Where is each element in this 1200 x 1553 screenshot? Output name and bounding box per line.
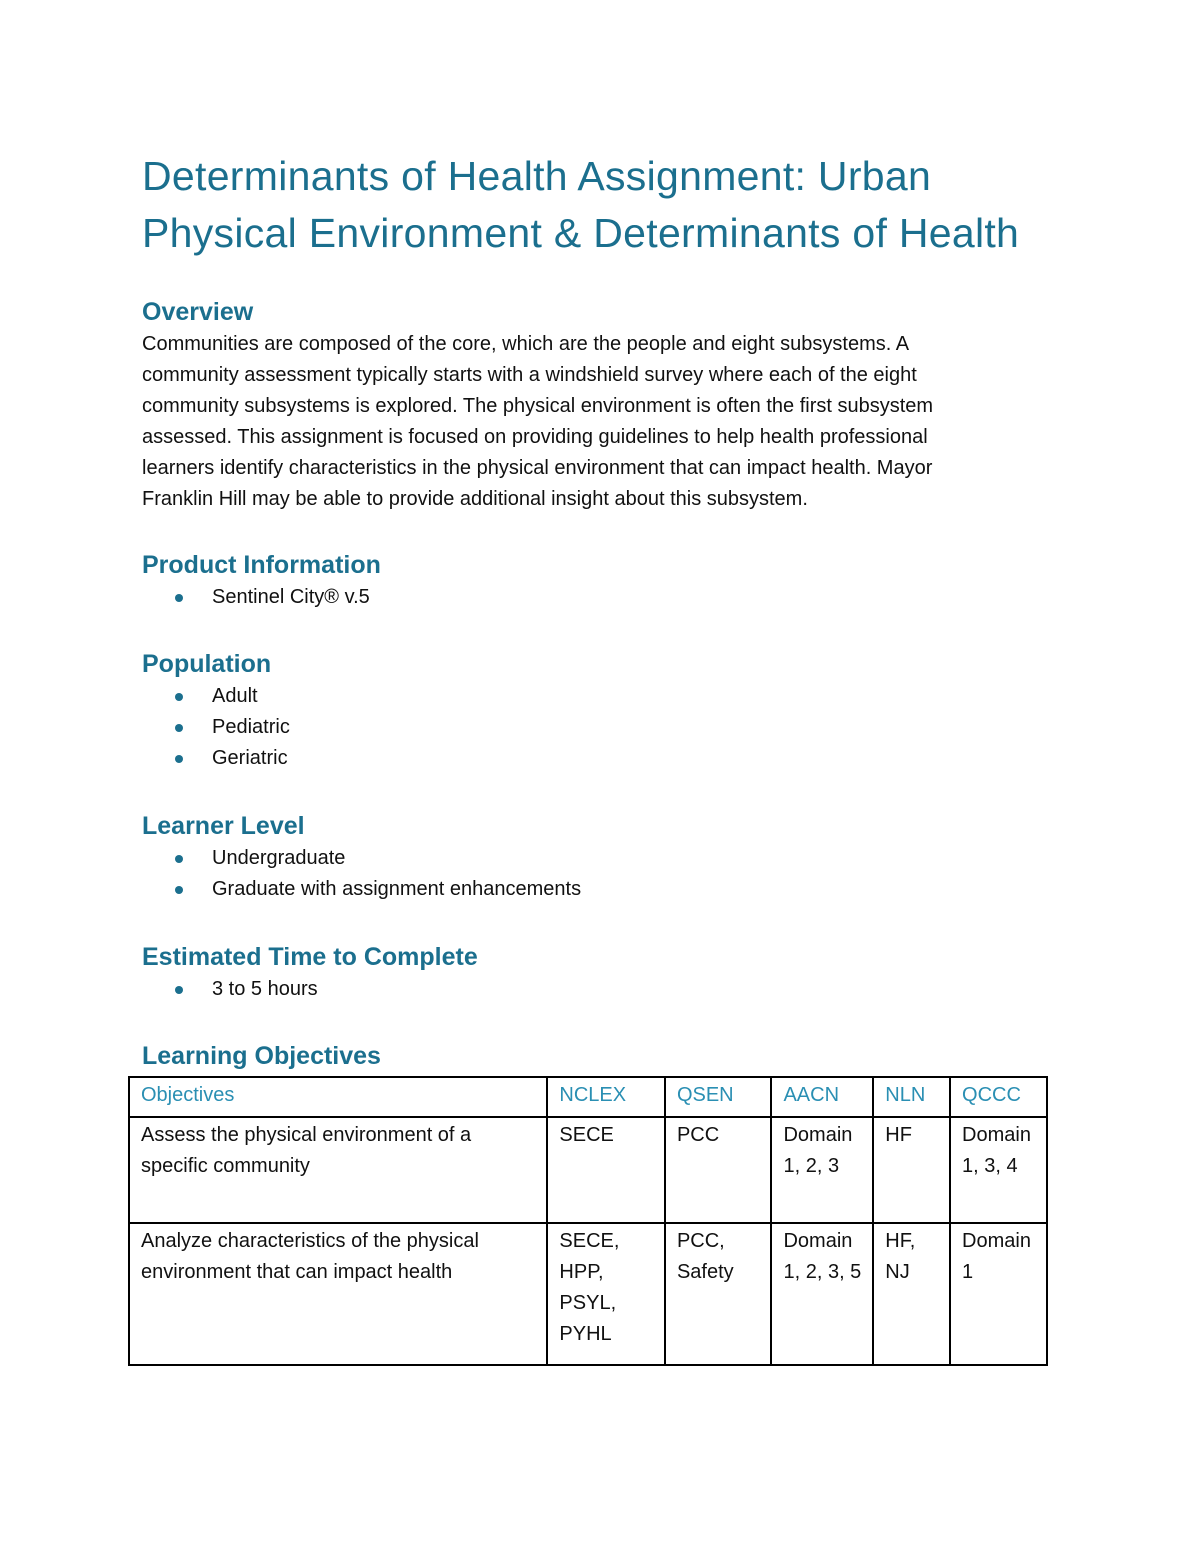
objective-cell: Analyze characteristics of the physical environment that can impact health (129, 1223, 547, 1365)
qccc-cell: Domain 1 (950, 1223, 1047, 1365)
column-header-objectives: Objectives (129, 1077, 547, 1117)
objective-cell: Assess the physical environment of a specific community (129, 1117, 547, 1223)
aacn-cell: Domain 1, 2, 3 (771, 1117, 873, 1223)
product-information-heading: Product Information (142, 551, 381, 579)
title-line-1: Determinants of Health Assignment: Urban (142, 153, 932, 199)
learning-objectives-heading: Learning Objectives (142, 1042, 381, 1070)
overview-line: Franklin Hill may be able to provide additional insight about this subsystem. (142, 488, 808, 510)
nclex-cell: SECE (547, 1117, 665, 1223)
bullet-icon (175, 986, 183, 994)
aacn-cell: Domain 1, 2, 3, 5 (771, 1223, 873, 1365)
overview-heading: Overview (142, 298, 254, 326)
population-item-label: Adult (212, 685, 258, 707)
list-item (142, 743, 1062, 774)
bullet-icon (175, 855, 183, 863)
bullet-icon (175, 755, 183, 763)
population-item-label: Geriatric (212, 747, 288, 769)
bullet-icon (175, 594, 183, 602)
bullet-icon (175, 886, 183, 894)
nclex-cell: SECE, HPP, PSYL, PYHL (547, 1223, 665, 1365)
population-heading: Population (142, 650, 272, 678)
overview-line: learners identify characteristics in the physical environment that can impact health. Mayor (142, 457, 933, 479)
learner-level-list (142, 843, 1062, 905)
population-list (142, 681, 1062, 774)
column-header-qccc: QCCC (950, 1077, 1047, 1117)
column-header-nclex: NCLEX (547, 1077, 665, 1117)
table-row (129, 1117, 1047, 1223)
column-header-nln: NLN (873, 1077, 950, 1117)
overview-paragraph (142, 329, 1062, 515)
table-row (129, 1223, 1047, 1365)
bullet-icon (175, 693, 183, 701)
qccc-cell: Domain 1, 3, 4 (950, 1117, 1047, 1223)
bullet-icon (175, 724, 183, 732)
table-header-row (129, 1077, 1047, 1117)
overview-line: Communities are composed of the core, which are the people and eight subsystems. A (142, 333, 910, 355)
document-title (142, 148, 1062, 262)
product-item-label: Sentinel City® v.5 (212, 586, 370, 608)
column-header-qsen: QSEN (665, 1077, 772, 1117)
overview-line: assessed. This assignment is focused on providing guidelines to help health professional (142, 426, 928, 448)
product-list (142, 582, 1062, 613)
list-item (142, 712, 1062, 743)
estimated-time-list (142, 974, 1062, 1005)
estimated-time-heading: Estimated Time to Complete (142, 943, 478, 971)
list-item (142, 843, 1062, 874)
document-page (142, 148, 1062, 1073)
qsen-cell: PCC, Safety (665, 1223, 772, 1365)
estimated-time-item-label: 3 to 5 hours (212, 978, 318, 1000)
learning-objectives-table (128, 1076, 1048, 1366)
list-item (142, 874, 1062, 905)
nln-cell: HF, NJ (873, 1223, 950, 1365)
learner-level-item-label: Graduate with assignment enhancements (212, 878, 582, 900)
list-item (142, 974, 1062, 1005)
list-item (142, 582, 1062, 613)
learner-level-item-label: Undergraduate (212, 847, 346, 869)
qsen-cell: PCC (665, 1117, 772, 1223)
overview-line: community subsystems is explored. The physical environment is often the first subsystem (142, 395, 934, 417)
learner-level-heading: Learner Level (142, 812, 305, 840)
population-item-label: Pediatric (212, 716, 290, 738)
overview-line: community assessment typically starts with a windshield survey where each of the eight (142, 364, 917, 386)
title-line-2: Physical Environment & Determinants of Health (142, 210, 1020, 256)
column-header-aacn: AACN (771, 1077, 873, 1117)
list-item (142, 681, 1062, 712)
nln-cell: HF (873, 1117, 950, 1223)
